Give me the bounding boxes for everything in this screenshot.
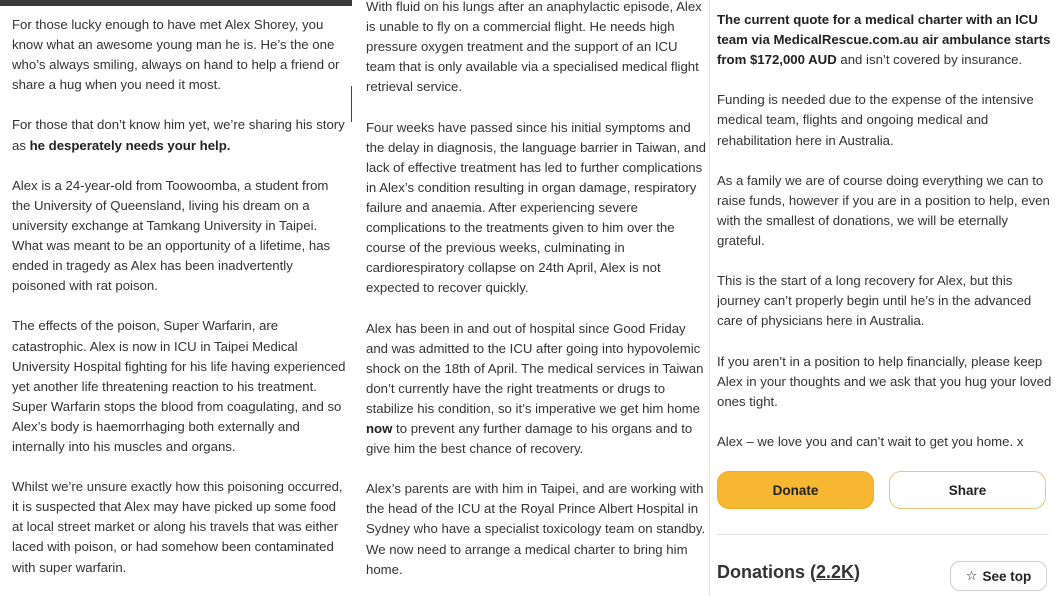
donate-button[interactable]: Donate [717,471,874,509]
section-divider [717,534,1049,535]
donations-label: Donations ( [717,562,816,582]
story-paragraph: This is the start of a long recovery for Alex, but this journey can’t properly begin until he’s in the advanced care of physicians here in Australia. [717,273,1032,329]
star-outline-icon: ☆ [965,568,978,583]
story-paragraph: Alex’s parents are with him in Taipei, and are working with the head of the ICU at the Royal Prince Albert Hospital in Sydney who have a specialist toxicology team on standby. We now need to arrange a medical charter to bring him home. [366,481,706,577]
story-paragraph [366,319,706,460]
story-paragraph: The effects of the poison, Super Warfarin, are catastrophic. Alex is now in ICU in Taipei Medical University Hospital fighting for his life having experienced yet another life threatening reaction to his treatment. Super Warfarin stops the blood from coagulating, and so Alex’s body is haemorrhaging both externally and internally into his muscles and organs. [12,318,346,454]
story-text: and isn’t covered by insurance. [836,52,1023,68]
action-buttons [717,471,1049,511]
story-paragraph [717,10,1053,70]
story-paragraph: Funding is needed due to the expense of the intensive medical team, flights and ongoing medical and rehabilitation here in Australia. [717,92,1034,148]
quote-emphasis: The current quote for a medical charter with an ICU team via MedicalRescue.com.au air ambulance starts from $172,000 AUD [717,12,1051,68]
story-paragraph: For those lucky enough to have met Alex Shorey, you know what an awesome young man he is. He’s the one who’s always smiling, always on hand to help a friend or share a hug when you need it most. [12,17,340,93]
story-column-2 [366,0,706,596]
story-paragraph: Alex – we love you and can’t wait to get you home. x [717,433,1024,449]
see-top-label: See top [982,568,1032,584]
column-separator [709,0,710,596]
top-dark-bar [0,0,352,6]
story-text: For those that don’t know him yet, we’re sharing his story as [12,117,345,153]
column-divider-mark [351,86,352,122]
story-paragraph: As a family we are of course doing everything we can to raise funds, however if you are in a position to help, even with the smallest of donations, we will be eternally grateful. [717,172,1050,249]
story-paragraph: Four weeks have passed since his initial symptoms and the delay in diagnosis, the language barrier in Taiwan, and lack of effective treatment has led to further complications in Alex’s condition resulting in organ damage, respiratory failure and anaemia. After experiencing severe complications to the treatments given to him over the course of the previous weeks, culminating in cardiorespiratory collapse on 24th April, Alex is not expected to recover quickly. [366,119,706,296]
story-emphasis: he desperately needs your help. [29,137,231,153]
donations-count-link[interactable]: 2.2K [816,562,855,582]
story-emphasis: now [366,420,393,436]
donations-label-close: ) [854,562,861,582]
story-paragraph: Whilst we’re unsure exactly how this poisoning occurred, it is suspected that Alex may have picked up some food at local street market or along his travels that was either laced with poison, or had somehow been contaminated with super warfarin. [12,479,343,575]
story-text: Alex has been in and out of hospital since Good Friday and was admitted to the ICU after going into hypovolemic shock on the 18th of April. The medical services in Taiwan don’t currently have the right treatments or drugs to stabilize his condition, so it’s imperative we get him home [366,320,704,416]
story-paragraph: Alex is a 24-year-old from Toowoomba, a student from the University of Queensland, living his dream on a university exchange at Tamkang University in Taipei. What was meant to be an opportunity of a lifetime, has ended in tragedy as Alex has been inadvertently poisoned with rat poison. [12,177,331,294]
see-top-button[interactable] [950,561,1047,591]
story-paragraph: If you aren’t in a position to help financially, please keep Alex in your thoughts and we ask that you hug your loved ones tight. [717,353,1052,409]
story-text: to prevent any further damage to his organs and to give him the best chance of recovery. [366,420,693,457]
story-paragraph: With fluid on his lungs after an anaphylactic episode, Alex is unable to fly on a commercial flight. He needs high pressure oxygen treatment and the support of an ICU team that is only available via a specialised medical flight retrieval service. [366,0,702,95]
story-paragraph [12,115,348,155]
donations-heading [717,562,860,583]
story-column-1 [12,15,348,596]
share-button[interactable]: Share [889,471,1046,509]
